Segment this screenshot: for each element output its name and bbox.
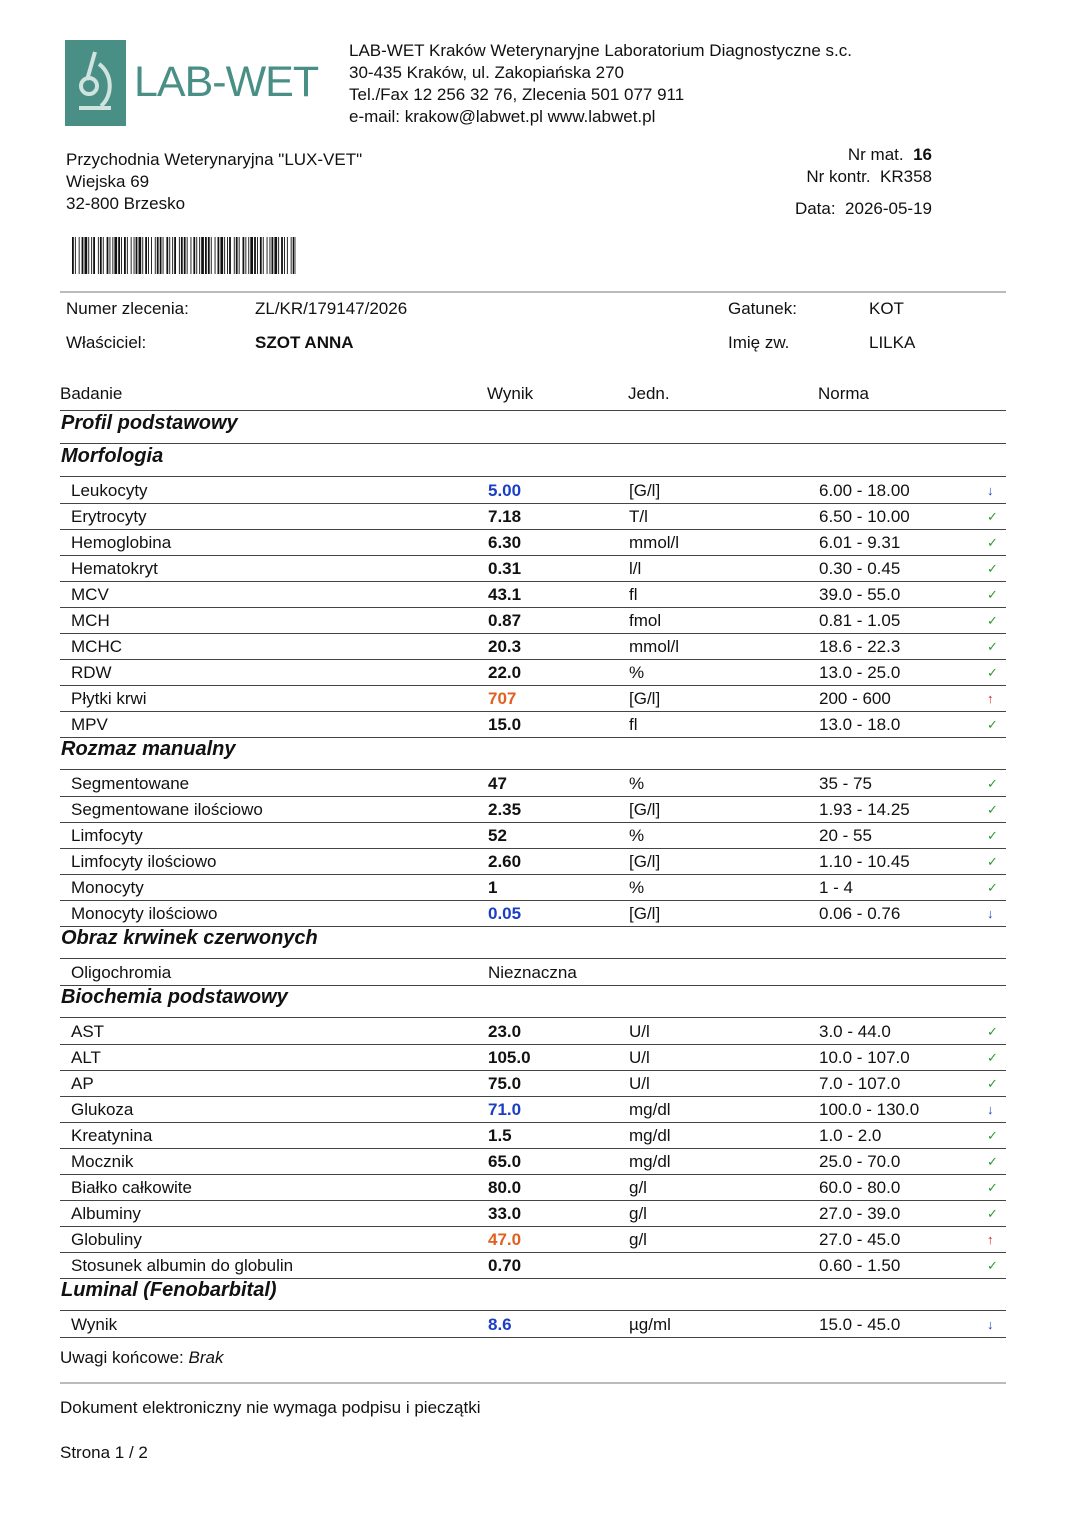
test-result: 2.35: [488, 800, 522, 819]
test-norm: 13.0 - 18.0: [819, 715, 901, 734]
nr-mat-value: 16: [913, 145, 932, 164]
test-unit: fl: [629, 715, 638, 734]
table-row: [60, 1175, 1006, 1201]
table-row: [60, 797, 1006, 823]
section-title: Obraz krwinek czerwonych: [61, 927, 318, 949]
check-icon: ✓: [987, 828, 998, 843]
table-row: [60, 582, 1006, 608]
table-row: [60, 1253, 1006, 1279]
test-unit: l/l: [629, 559, 642, 578]
test-norm: 1.10 - 10.45: [819, 852, 910, 871]
client-line: 32-800 Brzesko: [66, 194, 186, 213]
test-norm: 15.0 - 45.0: [819, 1315, 901, 1334]
test-norm: 25.0 - 70.0: [819, 1152, 901, 1171]
test-name: MCV: [71, 585, 109, 604]
section-title: Biochemia podstawowy: [61, 986, 288, 1008]
test-result: 0.31: [488, 559, 522, 578]
check-icon: ✓: [987, 1076, 998, 1091]
date-label: Data:: [794, 199, 836, 218]
test-unit: mmol/l: [629, 637, 680, 656]
divider: [60, 769, 1006, 770]
test-name: Hematokryt: [71, 559, 158, 578]
test-name: Kreatynina: [71, 1126, 153, 1145]
check-icon: ✓: [987, 1128, 998, 1143]
logo-text: LAB-WET: [134, 58, 319, 106]
col-header-result: Wynik: [487, 384, 534, 403]
test-unit: mmol/l: [629, 533, 680, 552]
table-row: [60, 712, 1006, 738]
test-unit: [G/l]: [629, 689, 661, 708]
test-result: 1: [488, 878, 498, 897]
check-icon: ✓: [987, 802, 998, 817]
test-unit: [G/l]: [629, 904, 661, 923]
test-norm: 1 - 4: [819, 878, 854, 897]
test-name: Płytki krwi: [71, 689, 147, 708]
test-name: MPV: [71, 715, 108, 734]
test-norm: 35 - 75: [819, 774, 872, 793]
check-icon: ✓: [987, 717, 998, 732]
order-number-label: Numer zlecenia:: [66, 299, 189, 318]
divider: [60, 291, 1006, 293]
remarks-label: Uwagi końcowe:: [60, 1348, 184, 1367]
order-number-value: ZL/KR/179147/2026: [255, 299, 408, 318]
table-row: [60, 634, 1006, 660]
test-name: Limfocyty: [71, 826, 143, 845]
arrow-up-icon: ↑: [987, 1232, 994, 1247]
table-row: [60, 1312, 1006, 1338]
document-meta: [795, 144, 932, 220]
test-name: Mocznik: [71, 1152, 134, 1171]
test-norm: 7.0 - 107.0: [819, 1074, 901, 1093]
animal-name-label: Imię zw.: [728, 333, 790, 352]
test-name: Białko całkowite: [71, 1178, 192, 1197]
table-row: [60, 660, 1006, 686]
test-result: 7.18: [488, 507, 522, 526]
test-name: Segmentowane ilościowo: [71, 800, 263, 819]
arrow-down-icon: ↓: [987, 1317, 994, 1332]
lab-info-line: e-mail: krakow@labwet.pl www.labwet.pl: [349, 107, 656, 126]
table-row: [60, 849, 1006, 875]
test-name: Glukoza: [71, 1100, 134, 1119]
page-number: Strona 1 / 2: [60, 1443, 148, 1462]
table-row: [60, 478, 1006, 504]
test-norm: 60.0 - 80.0: [819, 1178, 901, 1197]
test-unit: U/l: [629, 1048, 650, 1067]
table-row: [60, 1227, 1006, 1253]
divider: [60, 958, 1006, 959]
table-row: [60, 1045, 1006, 1071]
test-result: 0.87: [488, 611, 522, 630]
divider: [60, 410, 1006, 411]
col-header-norm: Norma: [818, 384, 870, 403]
check-icon: ✓: [987, 665, 998, 680]
table-row: [60, 1097, 1006, 1123]
owner-label: Właściciel:: [66, 333, 147, 352]
test-unit: [G/l]: [629, 481, 661, 500]
test-norm: 20 - 55: [819, 826, 872, 845]
table-row: [60, 1149, 1006, 1175]
divider: [60, 1310, 1006, 1311]
table-row: [60, 960, 1006, 986]
check-icon: ✓: [987, 587, 998, 602]
test-unit: T/l: [629, 507, 648, 526]
test-norm: 6.00 - 18.00: [819, 481, 910, 500]
test-norm: 27.0 - 39.0: [819, 1204, 901, 1223]
test-unit: %: [629, 826, 645, 845]
table-row: [60, 1123, 1006, 1149]
test-result: 47: [488, 774, 507, 793]
client-address: [66, 149, 362, 215]
test-unit: U/l: [629, 1022, 650, 1041]
table-row: [60, 901, 1006, 927]
electronic-doc-note: Dokument elektroniczny nie wymaga podpisu i pieczątki: [60, 1398, 481, 1417]
test-result: 47.0: [488, 1230, 522, 1249]
section-title: Luminal (Fenobarbital): [61, 1279, 277, 1301]
species-value: KOT: [869, 299, 904, 318]
section-title: Morfologia: [61, 445, 164, 467]
test-name: ALT: [71, 1048, 101, 1067]
check-icon: ✓: [987, 1050, 998, 1065]
test-unit: µg/ml: [629, 1315, 671, 1334]
check-icon: ✓: [987, 1024, 998, 1039]
test-result: 52: [488, 826, 507, 845]
test-norm: 1.93 - 14.25: [819, 800, 910, 819]
test-norm: 200 - 600: [819, 689, 891, 708]
test-name: Limfocyty ilościowo: [71, 852, 217, 871]
barcode-icon: [72, 237, 296, 274]
check-icon: ✓: [987, 1154, 998, 1169]
divider: [60, 443, 1006, 444]
test-norm: 39.0 - 55.0: [819, 585, 901, 604]
test-result: 0.70: [488, 1256, 522, 1275]
species-label: Gatunek:: [728, 299, 797, 318]
table-row: [60, 686, 1006, 712]
remarks-value: Brak: [188, 1348, 224, 1367]
test-result: 20.3: [488, 637, 522, 656]
owner-value: SZOT ANNA: [255, 333, 354, 352]
table-row: [60, 504, 1006, 530]
test-result: 71.0: [488, 1100, 522, 1119]
col-header-unit: Jedn.: [628, 384, 670, 403]
test-name: Globuliny: [71, 1230, 142, 1249]
check-icon: ✓: [987, 1206, 998, 1221]
test-name: Erytrocyty: [71, 507, 147, 526]
date-value: 2026-05-19: [845, 199, 932, 218]
test-unit: g/l: [629, 1178, 647, 1197]
check-icon: ✓: [987, 1258, 998, 1273]
section-title: Rozmaz manualny: [61, 738, 236, 760]
client-line: Wiejska 69: [66, 172, 150, 191]
test-unit: %: [629, 774, 645, 793]
arrow-down-icon: ↓: [987, 906, 994, 921]
test-result: 75.0: [488, 1074, 522, 1093]
nr-kontr-value: KR358: [880, 167, 932, 186]
test-unit: mg/dl: [629, 1126, 671, 1145]
test-result: 22.0: [488, 663, 522, 682]
arrow-down-icon: ↓: [987, 483, 994, 498]
check-icon: ✓: [987, 639, 998, 654]
test-result: 23.0: [488, 1022, 522, 1041]
check-icon: ✓: [987, 1180, 998, 1195]
test-unit: mg/dl: [629, 1100, 671, 1119]
test-result: 15.0: [488, 715, 522, 734]
section-title: Profil podstawowy: [61, 412, 238, 434]
test-unit: g/l: [629, 1204, 647, 1223]
test-result: Nieznaczna: [488, 963, 577, 982]
test-name: Segmentowane: [71, 774, 190, 793]
test-unit: [G/l]: [629, 852, 661, 871]
table-row: [60, 1201, 1006, 1227]
test-result: 80.0: [488, 1178, 522, 1197]
test-name: Oligochromia: [71, 963, 172, 982]
table-row: [60, 530, 1006, 556]
divider: [60, 1337, 1006, 1338]
lab-info-line: Tel./Fax 12 256 32 76, Zlecenia 501 077 911: [349, 85, 685, 104]
test-norm: 0.60 - 1.50: [819, 1256, 901, 1275]
test-name: MCH: [71, 611, 110, 630]
test-result: 6.30: [488, 533, 522, 552]
test-name: Wynik: [71, 1315, 118, 1334]
client-line: Przychodnia Weterynaryjna "LUX-VET": [66, 150, 363, 169]
nr-mat-label: Nr mat.: [847, 145, 904, 164]
check-icon: ✓: [987, 880, 998, 895]
test-result: 43.1: [488, 585, 522, 604]
test-unit: g/l: [629, 1230, 647, 1249]
check-icon: ✓: [987, 509, 998, 524]
test-norm: 1.0 - 2.0: [819, 1126, 882, 1145]
divider: [60, 476, 1006, 477]
test-norm: 0.06 - 0.76: [819, 904, 901, 923]
test-unit: %: [629, 663, 645, 682]
test-result: 65.0: [488, 1152, 522, 1171]
test-name: AST: [71, 1022, 105, 1041]
test-norm: 13.0 - 25.0: [819, 663, 901, 682]
test-name: Monocyty: [71, 878, 144, 897]
table-row: [60, 771, 1006, 797]
lab-info-line: LAB-WET Kraków Weterynaryjne Laboratorium Diagnostyczne s.c.: [349, 41, 852, 60]
test-result: 2.60: [488, 852, 522, 871]
test-unit: mg/dl: [629, 1152, 671, 1171]
arrow-up-icon: ↑: [987, 691, 994, 706]
test-unit: fmol: [629, 611, 662, 630]
check-icon: ✓: [987, 776, 998, 791]
test-unit: U/l: [629, 1074, 650, 1093]
test-name: Hemoglobina: [71, 533, 172, 552]
table-row: [60, 556, 1006, 582]
table-row: [60, 875, 1006, 901]
test-norm: 18.6 - 22.3: [819, 637, 901, 656]
divider: [60, 1017, 1006, 1018]
check-icon: ✓: [987, 535, 998, 550]
table-row: [60, 1071, 1006, 1097]
test-name: MCHC: [71, 637, 122, 656]
check-icon: ✓: [987, 561, 998, 576]
test-norm: 10.0 - 107.0: [819, 1048, 910, 1067]
test-norm: 6.01 - 9.31: [819, 533, 901, 552]
remarks: [60, 1348, 223, 1368]
test-result: 1.5: [488, 1126, 512, 1145]
test-unit: %: [629, 878, 645, 897]
lab-info-line: 30-435 Kraków, ul. Zakopiańska 270: [349, 63, 625, 82]
test-result: 105.0: [488, 1048, 531, 1067]
lab-info: [349, 40, 852, 128]
divider: [60, 1382, 1006, 1384]
logo-icon: [65, 40, 126, 126]
test-result: 707: [488, 689, 517, 708]
test-norm: 3.0 - 44.0: [819, 1022, 891, 1041]
test-unit: [G/l]: [629, 800, 661, 819]
table-row: [60, 1019, 1006, 1045]
table-row: [60, 823, 1006, 849]
test-name: AP: [71, 1074, 94, 1093]
test-result: 0.05: [488, 904, 522, 923]
test-result: 33.0: [488, 1204, 522, 1223]
test-name: Stosunek albumin do globulin: [71, 1256, 294, 1275]
table-row: [60, 608, 1006, 634]
test-result: 5.00: [488, 481, 522, 500]
test-norm: 0.81 - 1.05: [819, 611, 901, 630]
check-icon: ✓: [987, 613, 998, 628]
test-name: Leukocyty: [71, 481, 148, 500]
test-name: RDW: [71, 663, 112, 682]
test-name: Monocyty ilościowo: [71, 904, 218, 923]
test-norm: 27.0 - 45.0: [819, 1230, 901, 1249]
test-name: Albuminy: [71, 1204, 141, 1223]
test-result: 8.6: [488, 1315, 512, 1334]
test-norm: 0.30 - 0.45: [819, 559, 901, 578]
arrow-down-icon: ↓: [987, 1102, 994, 1117]
animal-name-value: LILKA: [869, 333, 916, 352]
col-header-test: Badanie: [60, 384, 123, 403]
check-icon: ✓: [987, 854, 998, 869]
test-norm: 6.50 - 10.00: [819, 507, 910, 526]
test-norm: 100.0 - 130.0: [819, 1100, 920, 1119]
nr-kontr-label: Nr kontr.: [806, 167, 871, 186]
test-unit: fl: [629, 585, 638, 604]
